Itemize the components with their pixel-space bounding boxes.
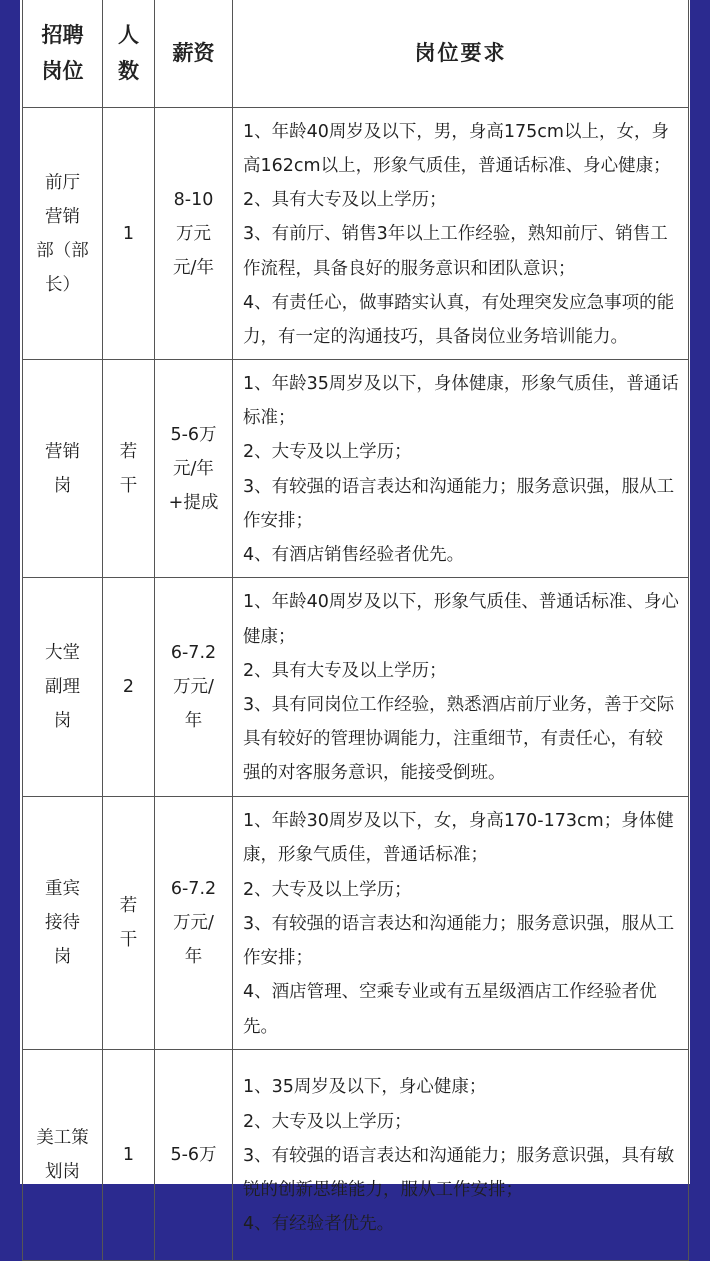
requirement-item: 3、具有同岗位工作经验，熟悉酒店前厅业务，善于交际具有较好的管理协调能力，注重细节，有责任心，有较强的对客服务意识，能接受倒班。 bbox=[243, 695, 675, 784]
header-count: 人 数 bbox=[103, 0, 155, 108]
requirement-item: 4、酒店管理、空乘专业或有五星级酒店工作经验者优先。 bbox=[243, 982, 657, 1037]
header-salary: 薪资 bbox=[155, 0, 233, 108]
requirement-item: 2、具有大专及以上学历； bbox=[243, 660, 447, 681]
count-cell: 2 bbox=[103, 578, 155, 797]
requirements-cell bbox=[233, 797, 689, 1050]
count-cell: 若 干 bbox=[103, 360, 155, 578]
requirement-item: 2、大专及以上学历； bbox=[243, 442, 412, 463]
salary-cell: 5-6万 元/年 +提成 bbox=[155, 360, 233, 578]
table-row bbox=[23, 578, 689, 797]
requirements-cell bbox=[233, 360, 689, 578]
requirement-item: 1、年龄40周岁及以下，形象气质佳、普通话标准、身心健康； bbox=[243, 592, 679, 647]
salary-cell: 6-7.2 万元/ 年 bbox=[155, 797, 233, 1050]
salary-cell: 5-6万 bbox=[155, 1050, 233, 1261]
header-position: 招聘 岗位 bbox=[23, 0, 103, 108]
count-cell: 1 bbox=[103, 108, 155, 360]
count-cell: 1 bbox=[103, 1050, 155, 1261]
requirement-item: 3、有较强的语言表达和沟通能力；服务意识强，服从工作安排； bbox=[243, 913, 675, 969]
recruitment-table bbox=[22, 0, 689, 1261]
requirement-item: 1、年龄40周岁及以下，男，身高175cm以上，女，身高162cm以上，形象气质佳，普通话标准、身心健康； bbox=[243, 121, 671, 176]
count-cell: 若 干 bbox=[103, 797, 155, 1050]
position-cell: 美工策 划岗 bbox=[23, 1050, 103, 1261]
table-row bbox=[23, 1050, 689, 1261]
position-cell: 重宾 接待 岗 bbox=[23, 797, 103, 1050]
table-row bbox=[23, 797, 689, 1050]
requirement-item: 3、有较强的语言表达和沟通能力；服务意识强，服从工作安排； bbox=[243, 476, 675, 531]
position-cell: 营销 岗 bbox=[23, 360, 103, 578]
requirement-item: 2、具有大专及以上学历； bbox=[243, 190, 447, 211]
requirement-item: 3、有前厅、销售3年以上工作经验，熟知前厅、销售工作流程，具备良好的服务意识和团队意识； bbox=[243, 224, 668, 279]
requirement-item: 1、35周岁及以下，身心健康； bbox=[243, 1077, 487, 1098]
requirement-item: 2、大专及以上学历； bbox=[243, 879, 412, 900]
requirements-cell bbox=[233, 578, 689, 797]
requirement-item: 1、年龄35周岁及以下，身体健康，形象气质佳，普通话标准； bbox=[243, 373, 679, 429]
table-row bbox=[23, 360, 689, 578]
requirement-item: 4、有酒店销售经验者优先。 bbox=[243, 544, 465, 565]
salary-cell: 8-10 万元 元/年 bbox=[155, 108, 233, 360]
header-requirements: 岗位要求 bbox=[233, 0, 689, 108]
table-row bbox=[23, 108, 689, 360]
requirement-item: 3、有较强的语言表达和沟通能力；服务意识强，具有敏锐的创新思维能力，服从工作安排； bbox=[243, 1145, 675, 1201]
position-cell: 大堂 副理 岗 bbox=[23, 578, 103, 797]
requirement-item: 4、有经验者优先。 bbox=[243, 1214, 395, 1235]
requirements-cell bbox=[233, 1050, 689, 1261]
requirement-item: 2、大专及以上学历； bbox=[243, 1111, 412, 1132]
salary-cell: 6-7.2 万元/ 年 bbox=[155, 578, 233, 797]
requirement-item: 4、有责任心，做事踏实认真，有处理突发应急事项的能力，有一定的沟通技巧，具备岗位业务培训能力。 bbox=[243, 292, 675, 347]
requirements-cell bbox=[233, 108, 689, 360]
requirement-item: 1、年龄30周岁及以下，女，身高170-173cm；身体健康，形象气质佳，普通话标准； bbox=[243, 811, 674, 866]
table-header-row bbox=[23, 0, 689, 108]
document-page bbox=[20, 0, 690, 1235]
position-cell: 前厅 营销 部（部 长） bbox=[23, 108, 103, 360]
